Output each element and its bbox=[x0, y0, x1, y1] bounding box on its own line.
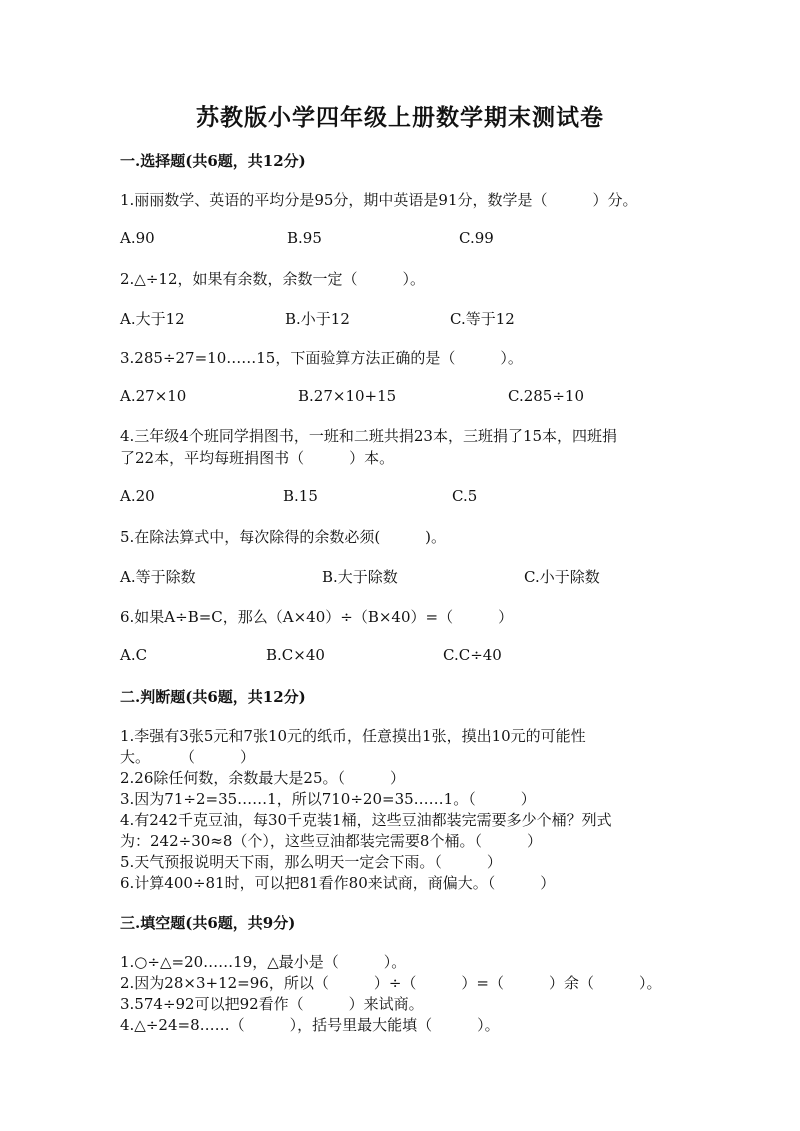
option-b: B.小于12 bbox=[285, 310, 350, 328]
judgment-line: 4.有242千克豆油，每30千克装1桶，这些豆油都装完需要多少个桶？列式 bbox=[120, 811, 612, 829]
option-c: C.285÷10 bbox=[508, 387, 584, 405]
option-b: B.27×10+15 bbox=[298, 387, 397, 405]
judgment-line: 6.计算400÷81时，可以把81看作80来试商，商偏大。（ ） bbox=[120, 874, 556, 892]
judgment-line: 2.26除任何数，余数最大是25。（ ） bbox=[120, 769, 405, 787]
option-a: A.27×10 bbox=[120, 387, 187, 405]
option-b: B.95 bbox=[287, 229, 322, 247]
option-b: B.C×40 bbox=[266, 646, 325, 664]
fill-in-line: 3.574÷92可以把92看作（ ）来试商。 bbox=[120, 995, 424, 1013]
question-text-continued: 了22本，平均每班捐图书（ ）本。 bbox=[120, 449, 395, 467]
option-c: C.小于除数 bbox=[524, 568, 600, 586]
fill-in-line: 4.△÷24=8……（ ），括号里最大能填（ ）。 bbox=[120, 1016, 500, 1034]
question-text: 6.如果A÷B=C，那么（A×40）÷（B×40）=（ ） bbox=[120, 608, 514, 626]
section-heading-fill-in: 三.填空题(共6题，共9分) bbox=[120, 914, 296, 932]
option-b: B.大于除数 bbox=[322, 568, 398, 586]
option-b: B.15 bbox=[283, 487, 318, 505]
judgment-line: 大。 （ ） bbox=[120, 748, 256, 766]
judgment-line: 3.因为71÷2=35……1，所以710÷20=35……1。（ ） bbox=[120, 790, 536, 808]
option-a: A.20 bbox=[120, 487, 155, 505]
question-text: 1.丽丽数学、英语的平均分是95分，期中英语是91分，数学是（ ）分。 bbox=[120, 191, 638, 209]
question-text: 2.△÷12，如果有余数，余数一定（ ）。 bbox=[120, 270, 426, 288]
section-heading-judgment: 二.判断题(共6题，共12分) bbox=[120, 688, 306, 706]
judgment-line: 5.天气预报说明天下雨，那么明天一定会下雨。（ ） bbox=[120, 853, 502, 871]
option-c: C.99 bbox=[459, 229, 494, 247]
option-a: A.等于除数 bbox=[120, 568, 196, 586]
judgment-line: 为：242÷30≈8（个），这些豆油都装完需要8个桶。（ ） bbox=[120, 832, 542, 850]
option-a: A.90 bbox=[120, 229, 155, 247]
document-title: 苏教版小学四年级上册数学期末测试卷 bbox=[196, 104, 604, 131]
option-c: C.等于12 bbox=[450, 310, 515, 328]
section-heading-choice: 一.选择题(共6题，共12分) bbox=[120, 152, 306, 170]
option-a: A.大于12 bbox=[120, 310, 185, 328]
option-c: C.C÷40 bbox=[443, 646, 502, 664]
question-text: 5.在除法算式中，每次除得的余数必须( )。 bbox=[120, 528, 447, 546]
option-a: A.C bbox=[120, 646, 148, 664]
fill-in-line: 2.因为28×3+12=96，所以（ ）÷（ ）=（ ）余（ ）。 bbox=[120, 974, 662, 992]
question-text: 4.三年级4个班同学捐图书，一班和二班共捐23本，三班捐了15本，四班捐 bbox=[120, 427, 618, 445]
question-text: 3.285÷27=10……15，下面验算方法正确的是（ ）。 bbox=[120, 349, 523, 367]
option-c: C.5 bbox=[452, 487, 478, 505]
judgment-line: 1.李强有3张5元和7张10元的纸币，任意摸出1张，摸出10元的可能性 bbox=[120, 727, 586, 745]
fill-in-line: 1.○÷△=20……19，△最小是（ ）。 bbox=[120, 953, 407, 971]
